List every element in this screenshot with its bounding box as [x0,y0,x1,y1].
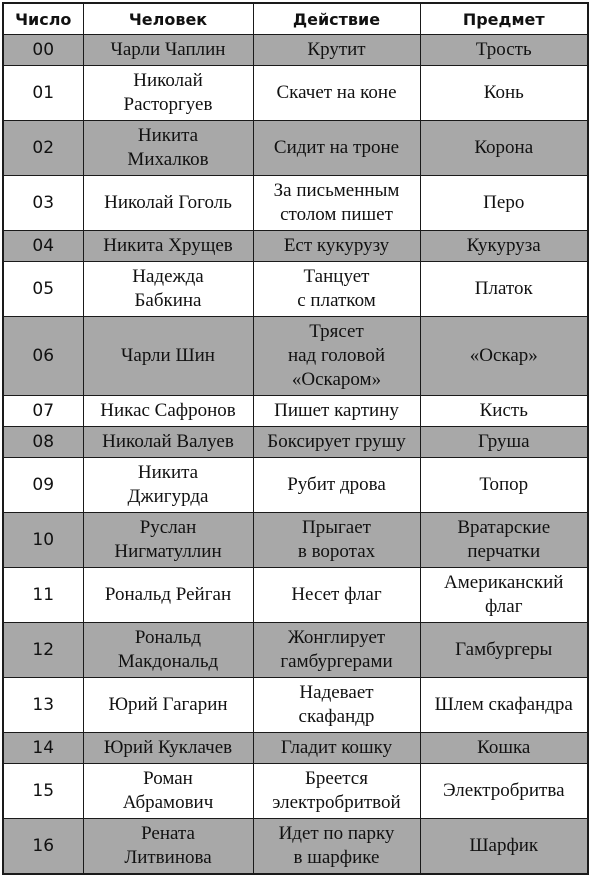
table-row [3,678,588,733]
table-row [3,623,588,678]
cell-number: 03 [3,176,83,231]
table-row [3,819,588,874]
cell-object: Корона [420,121,588,176]
cell-action: Пишет картину [253,396,420,427]
cell-number: 11 [3,568,83,623]
cell-object: Гамбургеры [420,623,588,678]
table-header-row [3,3,588,35]
table-row [3,176,588,231]
table-row [3,231,588,262]
cell-person: Николай Расторгуев [83,66,253,121]
cell-number: 14 [3,733,83,764]
cell-object: Кисть [420,396,588,427]
header-person: Человек [83,3,253,35]
cell-object: Американский флаг [420,568,588,623]
cell-action: Идет по парку в шарфике [253,819,420,874]
cell-person: Никас Сафронов [83,396,253,427]
cell-object: Конь [420,66,588,121]
cell-person: Никита Хрущев [83,231,253,262]
cell-number: 04 [3,231,83,262]
cell-number: 13 [3,678,83,733]
memory-table-wrapper [2,2,587,875]
cell-number: 10 [3,513,83,568]
cell-number: 00 [3,35,83,66]
cell-object: Трость [420,35,588,66]
cell-action: Крутит [253,35,420,66]
cell-action: Надевает скафандр [253,678,420,733]
cell-person: Николай Валуев [83,427,253,458]
cell-action: Несет флаг [253,568,420,623]
table-row [3,262,588,317]
cell-person: Рената Литвинова [83,819,253,874]
cell-person: Рональд Макдональд [83,623,253,678]
table-row [3,427,588,458]
cell-person: Руслан Нигматуллин [83,513,253,568]
cell-object: Шлем скафандра [420,678,588,733]
cell-person: Рональд Рейган [83,568,253,623]
cell-object: Кукуруза [420,231,588,262]
table-body [3,35,588,874]
cell-number: 05 [3,262,83,317]
cell-person: Николай Гоголь [83,176,253,231]
cell-action: Сидит на троне [253,121,420,176]
table-row [3,396,588,427]
header-object: Предмет [420,3,588,35]
cell-action: Жонглирует гамбургерами [253,623,420,678]
table-row [3,733,588,764]
cell-number: 15 [3,764,83,819]
cell-action: Трясет над головой «Оскаром» [253,317,420,396]
cell-action: Танцует с платком [253,262,420,317]
cell-action: Гладит кошку [253,733,420,764]
table-row [3,66,588,121]
cell-object: Платок [420,262,588,317]
cell-person: Юрий Куклачев [83,733,253,764]
table-row [3,317,588,396]
cell-action: Прыгает в воротах [253,513,420,568]
cell-person: Никита Михалков [83,121,253,176]
cell-object: Груша [420,427,588,458]
cell-object: «Оскар» [420,317,588,396]
cell-action: За письменным столом пишет [253,176,420,231]
table-row [3,568,588,623]
cell-person: Никита Джигурда [83,458,253,513]
cell-number: 01 [3,66,83,121]
table-row [3,764,588,819]
cell-number: 09 [3,458,83,513]
header-number: Число [3,3,83,35]
table-row [3,458,588,513]
cell-person: Юрий Гагарин [83,678,253,733]
table-row [3,35,588,66]
cell-person: Надежда Бабкина [83,262,253,317]
cell-object: Кошка [420,733,588,764]
cell-action: Боксирует грушу [253,427,420,458]
table-row [3,121,588,176]
cell-number: 08 [3,427,83,458]
cell-action: Рубит дрова [253,458,420,513]
cell-person: Чарли Шин [83,317,253,396]
header-action: Действие [253,3,420,35]
cell-number: 07 [3,396,83,427]
cell-object: Электробритва [420,764,588,819]
cell-number: 06 [3,317,83,396]
cell-person: Роман Абрамович [83,764,253,819]
cell-action: Ест кукурузу [253,231,420,262]
cell-number: 16 [3,819,83,874]
table-row [3,513,588,568]
cell-action: Бреется электробритвой [253,764,420,819]
cell-action: Скачет на коне [253,66,420,121]
cell-person: Чарли Чаплин [83,35,253,66]
cell-object: Топор [420,458,588,513]
cell-object: Шарфик [420,819,588,874]
memory-table [2,2,589,875]
cell-object: Перо [420,176,588,231]
cell-number: 12 [3,623,83,678]
cell-number: 02 [3,121,83,176]
cell-object: Вратарские перчатки [420,513,588,568]
